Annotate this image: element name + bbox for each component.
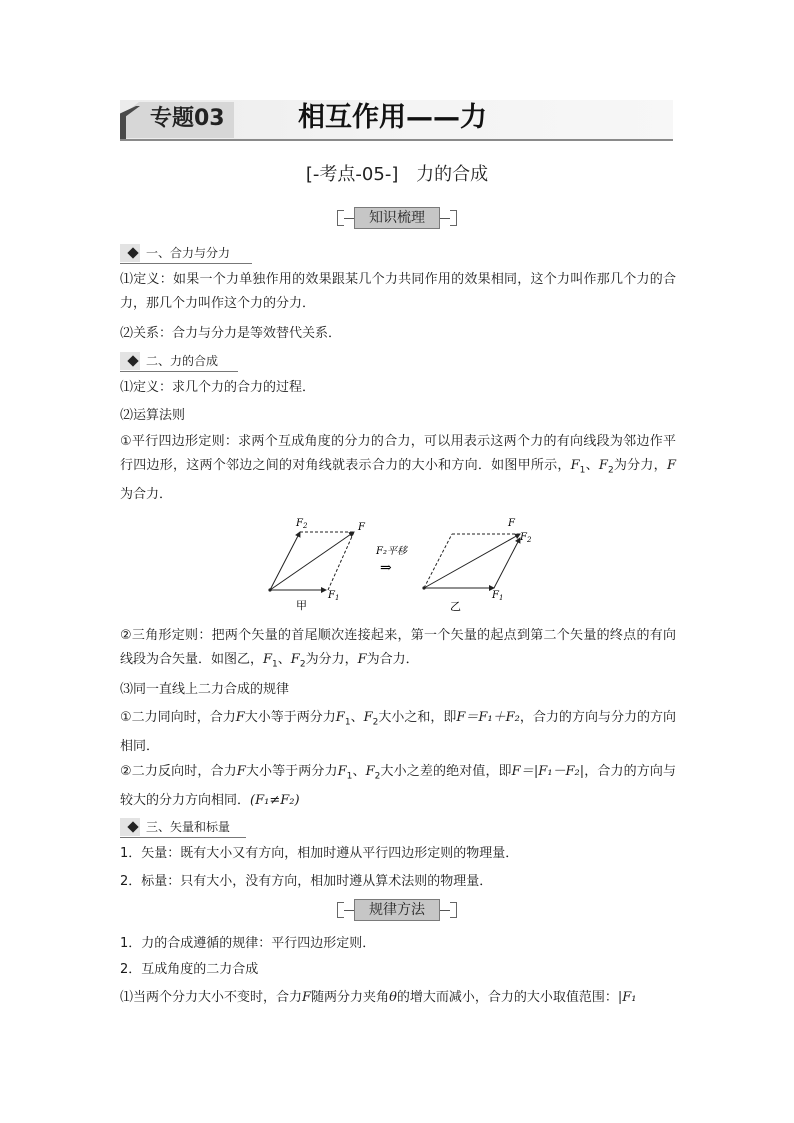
symbol-F2: F — [598, 458, 608, 473]
section-label: 知识梳理 — [354, 207, 440, 229]
vector-F2-right — [494, 538, 520, 588]
section-header-methods — [330, 898, 464, 922]
subtitle — [0, 162, 794, 188]
subscript: 1 — [346, 771, 353, 782]
text-run: ②三角形定则：把两个矢量的首尾顺次连接起来，第一个矢量的起点到第二个矢量的终点的有向线段为合矢量．如图乙， — [120, 628, 676, 667]
paragraph-same-direction — [120, 706, 676, 759]
text-run: 为合力． — [366, 652, 419, 667]
symbol-F: F — [236, 764, 246, 779]
figure-right — [422, 518, 532, 613]
subheading-text: 二、力的合成 — [146, 354, 219, 368]
section-header-knowledge — [330, 206, 464, 230]
symbol-theta: θ — [389, 990, 397, 1005]
section-rule-right — [440, 910, 450, 911]
caption-right: 乙 — [450, 600, 461, 613]
section-cap-left — [337, 210, 344, 226]
subheading-underline — [120, 263, 252, 264]
paragraph-relation: ⑵关系：合力与分力是等效替代关系． — [120, 326, 342, 341]
separator: 、 — [352, 764, 366, 779]
subheading-text: 三、矢量和标量 — [146, 820, 231, 834]
section-cap-right — [450, 210, 457, 226]
paragraph-collinear-rule: ⑶同一直线上二力合成的规律 — [120, 682, 290, 697]
subscript: 2 — [607, 465, 614, 476]
symbol-F2: F — [363, 710, 373, 725]
subheading-text: 一、合力与分力 — [146, 246, 231, 260]
section-cap-right — [450, 902, 457, 918]
translation-label: F₂平移 — [376, 546, 407, 557]
paragraph-parallelogram-rule — [120, 430, 676, 507]
section-rule-right — [440, 218, 450, 219]
exam-point-topic: 力的合成 — [416, 164, 489, 185]
label-F1-right: $F_1$ — [492, 590, 504, 602]
section-rule-left — [344, 910, 354, 911]
vector-F2-left — [270, 532, 300, 590]
subscript: 1 — [344, 717, 351, 728]
paragraph-composition-law: 1．力的合成遵循的规律：平行四边形定则． — [120, 936, 376, 951]
separator: 、 — [350, 710, 364, 725]
condition-note: (F₁≠F₂) — [250, 792, 300, 808]
subscript: 1 — [579, 465, 586, 476]
paragraph-triangle-rule — [120, 624, 676, 677]
paragraph-opposite-direction — [120, 760, 676, 813]
separator: 、 — [277, 652, 291, 667]
section-cap-left — [337, 902, 344, 918]
origin-point — [422, 586, 425, 589]
paragraph-angled-forces: 2．互成角度的二力合成 — [120, 962, 259, 977]
text-run: ②二力反向时，合力 — [120, 764, 237, 779]
chapter-title: 相互作用——力 — [298, 102, 487, 133]
text-run: 随两分力夹角 — [311, 990, 390, 1005]
banner-underline — [120, 139, 673, 141]
translation-arrow-icon: ⇒ — [380, 560, 392, 576]
subheading-underline — [120, 371, 238, 372]
paragraph-definition-resultant: ⑴定义：如果一个力单独作用的效果跟某几个力共同作用的效果相同，这个力叫作那几个力的合力，那几个力叫作这个力的分力． — [120, 272, 676, 311]
paragraph-composition-definition: ⑴定义：求几个力的合力的过程． — [120, 380, 316, 395]
subheading-1 — [120, 242, 260, 264]
equation: F＝|F₁－F₂| — [511, 764, 585, 779]
figure-left — [268, 518, 366, 612]
text-run: 的增大而减小，合力的大小取值范围： — [396, 990, 618, 1005]
label-F2-left: $F_2$ — [296, 518, 308, 530]
topic-number-label: 专题03 — [150, 106, 225, 131]
text-run: 为合力． — [120, 486, 173, 502]
section-rule-left — [344, 218, 354, 219]
parallelogram-figure — [258, 512, 538, 618]
label-F1-left: $F_1$ — [328, 590, 340, 602]
label-F-left: F — [358, 522, 365, 533]
text-run: ①平行四边形定则：求两个互成角度的分力的合力，可以用表示这两个力的有向线段为邻边作平行四边形，这两个邻边之间的对角线就表示合力的大小和方向．如图甲所示， — [120, 434, 676, 473]
symbol-F2: F — [290, 652, 300, 667]
caption-left: 甲 — [296, 599, 307, 612]
equation: F＝F₁＋F₂ — [456, 710, 520, 725]
subscript: 2 — [299, 659, 306, 670]
subheading-3 — [120, 816, 260, 838]
subheading-underline — [120, 837, 246, 838]
label-F2-right: $F_2$ — [520, 532, 532, 544]
section-label: 规律方法 — [354, 899, 440, 921]
subscript: 1 — [272, 659, 278, 670]
text-run: 为分力， — [613, 458, 667, 473]
text-run: 大小之差的绝对值，即 — [380, 764, 512, 779]
symbol-F: F — [357, 652, 367, 667]
paragraph-operation-rules: ⑵运算法则 — [120, 408, 186, 423]
text-run: ①二力同向时，合力 — [120, 710, 236, 725]
exam-point-tag: [-考点-05-] — [305, 164, 399, 185]
symbol-F: F — [235, 710, 245, 725]
symbol-F: F — [302, 990, 312, 1005]
text-run: ，合力的方向与较大的分力方向相同． — [120, 764, 676, 808]
label-F-right: F — [508, 518, 515, 529]
text-run: ，合力的方向与分力的方向相同． — [120, 710, 676, 754]
subscript: 2 — [372, 717, 379, 728]
text-run: ⑴当两个分力大小不变时，合力 — [120, 990, 303, 1005]
symbol-F2: F — [365, 764, 375, 779]
text-run: 大小之和，即 — [378, 710, 457, 725]
subscript: 2 — [374, 771, 381, 782]
text-run: 为分力， — [305, 652, 358, 667]
symbol-F: F — [666, 458, 676, 473]
symbol-F1: F — [337, 764, 347, 779]
paragraph-scalar: 2．标量：只有大小，没有方向，相加时遵从算术法则的物理量． — [120, 874, 493, 889]
equation-fragment: |F₁ — [617, 990, 637, 1005]
separator: 、 — [585, 458, 599, 473]
text-run: 大小等于两分力 — [245, 764, 338, 779]
origin-point — [268, 588, 271, 591]
subheading-2 — [120, 350, 260, 372]
symbol-F1: F — [335, 710, 345, 725]
text-run: 大小等于两分力 — [244, 710, 336, 725]
symbol-F1: F — [263, 652, 273, 667]
paragraph-range — [120, 986, 676, 1010]
symbol-F1: F — [570, 458, 580, 473]
paragraph-vector: 1．矢量：既有大小又有方向，相加时遵从平行四边形定则的物理量． — [120, 846, 519, 861]
